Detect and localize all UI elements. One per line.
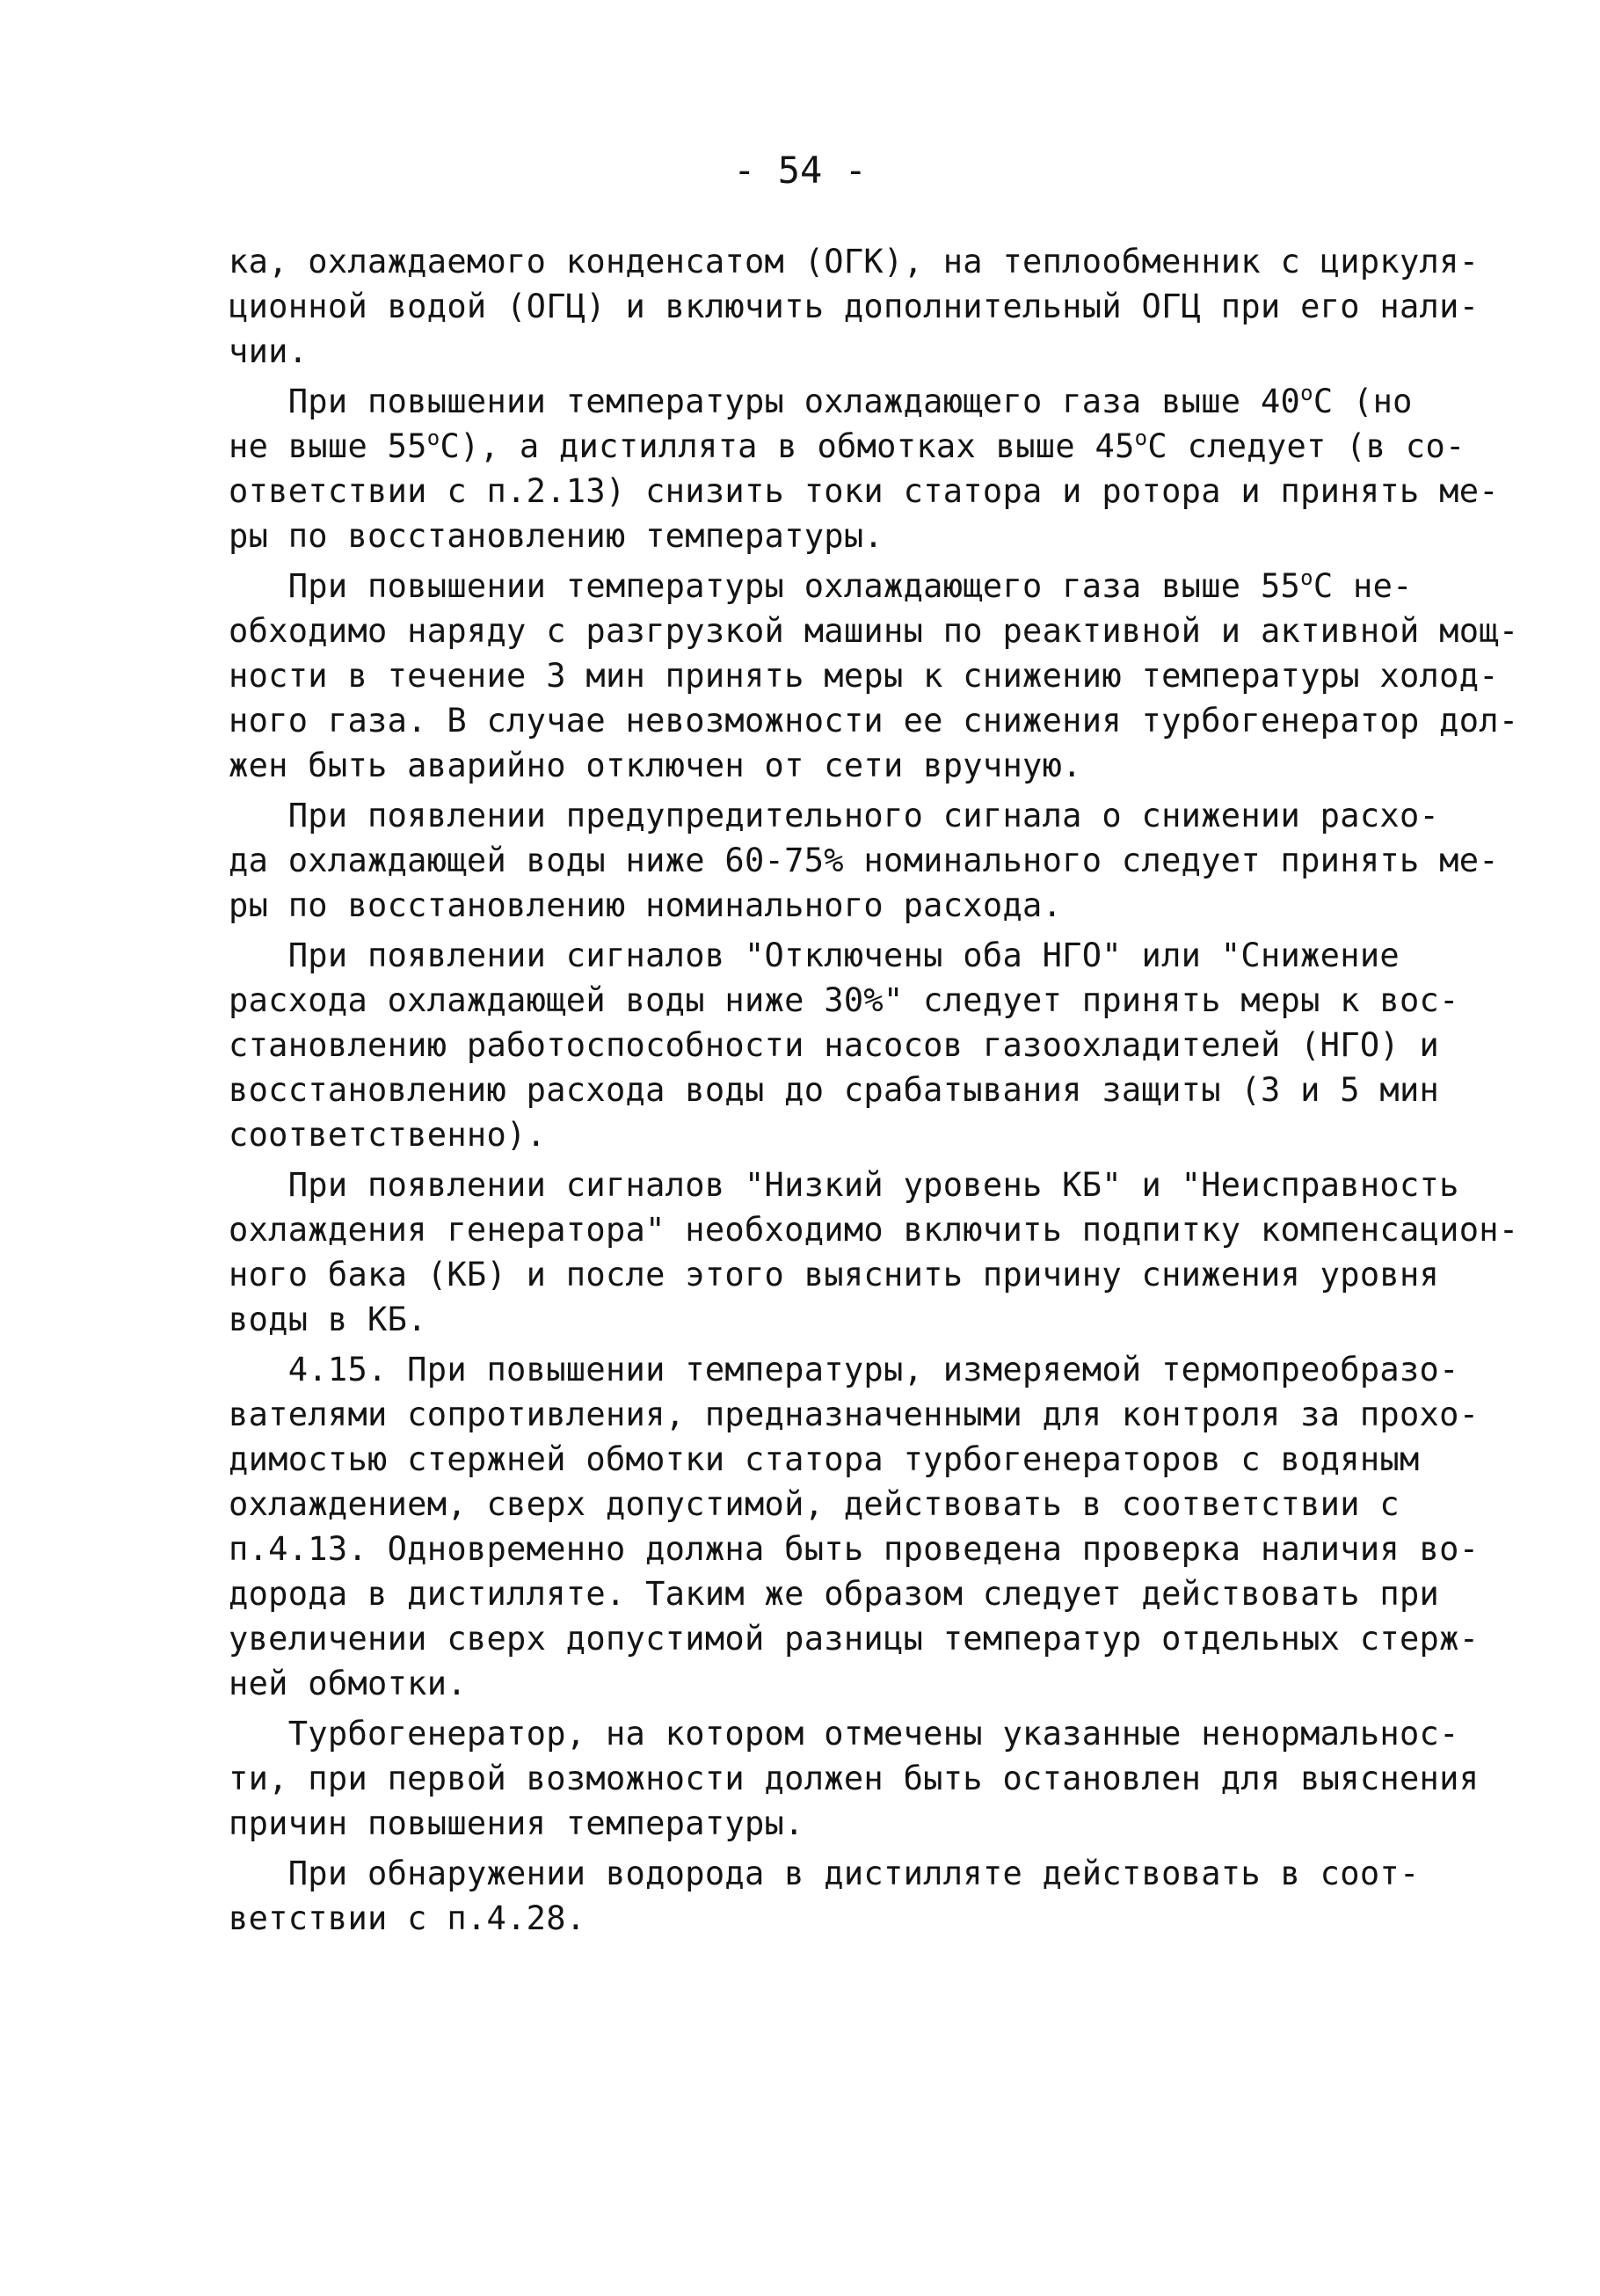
- text-line: становлению работоспособности насосов газоохладителей (НГО) и: [229, 1026, 1440, 1064]
- text-line: чии.: [229, 332, 309, 370]
- text-line: ней обмотки.: [229, 1665, 467, 1702]
- paragraph: [229, 933, 1459, 1157]
- paragraph: [229, 564, 1519, 788]
- text-line: ветствии с п.4.28.: [229, 1899, 586, 1937]
- text-line: При повышении температуры охлаждающего газа выше 40$^o$С (но: [229, 381, 1413, 420]
- text-line: обходимо наряду с разгрузкой машины по реактивной и активной мощ-: [229, 612, 1519, 650]
- text-line: воды в КБ.: [229, 1301, 427, 1338]
- document-body: [229, 239, 1519, 1941]
- paragraph: [229, 1163, 1519, 1342]
- text-line: Турбогенератор, на котором отмечены указанные ненормальнос-: [229, 1715, 1459, 1753]
- text-line: увеличении сверх допустимой разницы температур отдельных стерж-: [229, 1620, 1480, 1658]
- paragraph: [229, 379, 1499, 558]
- text-line: ного бака (КБ) и после этого выяснить причину снижения уровня: [229, 1256, 1440, 1294]
- text-line: ционной водой (ОГЦ) и включить дополнительный ОГЦ при его нали-: [229, 288, 1480, 325]
- text-line: вателями сопротивления, предназначенными для контроля за прохо-: [229, 1396, 1480, 1433]
- text-line: При появлении предупредительного сигнала о снижении расхо-: [229, 797, 1440, 835]
- text-line: жен быть аварийно отключен от сети вручную.: [229, 747, 1082, 784]
- paragraph: [229, 1711, 1480, 1846]
- text-line: причин повышения температуры.: [229, 1804, 804, 1842]
- paragraph: [229, 239, 1480, 374]
- paragraph: [229, 1347, 1480, 1706]
- text-line: ры по восстановлению номинального расхода.: [229, 886, 1063, 924]
- text-line: да охлаждающей воды ниже 60-75% номинального следует принять ме-: [229, 842, 1499, 879]
- page-number: - 54 -: [733, 149, 867, 192]
- text-line: расхода охлаждающей воды ниже 30%" следует принять меры к вос-: [229, 981, 1459, 1019]
- text-line: При обнаружении водорода в дистилляте действовать в соот-: [229, 1855, 1420, 1892]
- text-line: При повышении температуры охлаждающего газа выше 55$^o$С не-: [229, 565, 1413, 605]
- text-line: охлаждением, сверх допустимой, действовать в соответствии с: [229, 1485, 1400, 1523]
- text-line: охлаждения генератора" необходимо включить подпитку компенсацион-: [229, 1211, 1519, 1249]
- text-line: дорода в дистилляте. Таким же образом следует действовать при: [229, 1575, 1440, 1613]
- text-line: п.4.13. Одновременно должна быть проведена проверка наличия во-: [229, 1530, 1480, 1568]
- paragraph: [229, 1851, 1420, 1941]
- text-line: ответствии с п.2.13) снизить токи статора и ротора и принять ме-: [229, 472, 1499, 510]
- text-line: 4.15. При повышении температуры, измеряемой термопреобразо-: [229, 1351, 1459, 1389]
- text-line: ры по восстановлению температуры.: [229, 517, 884, 555]
- text-line: ности в течение 3 мин принять меры к снижению температуры холод-: [229, 657, 1499, 695]
- text-line: восстановлению расхода воды до срабатывания защиты (3 и 5 мин: [229, 1071, 1440, 1109]
- text-line: ти, при первой возможности должен быть остановлен для выяснения: [229, 1760, 1480, 1797]
- text-line: ка, охлаждаемого конденсатом (ОГК), на теплообменник с циркуля-: [229, 243, 1480, 281]
- text-line: ного газа. В случае невозможности ее снижения турбогенератор дол-: [229, 702, 1519, 740]
- paragraph: [229, 793, 1499, 928]
- text-line: соответственно).: [229, 1116, 547, 1154]
- text-line: При появлении сигналов "Отключены оба НГО" или "Снижение: [229, 937, 1400, 974]
- text-line: не выше 55$^o$С), а дистиллята в обмотках выше 45$^o$С следует (в со-: [229, 426, 1465, 465]
- text-line: димостью стержней обмотки статора турбогенераторов с водяным: [229, 1440, 1420, 1478]
- text-line: При появлении сигналов "Низкий уровень КБ" и "Неисправность: [229, 1166, 1459, 1204]
